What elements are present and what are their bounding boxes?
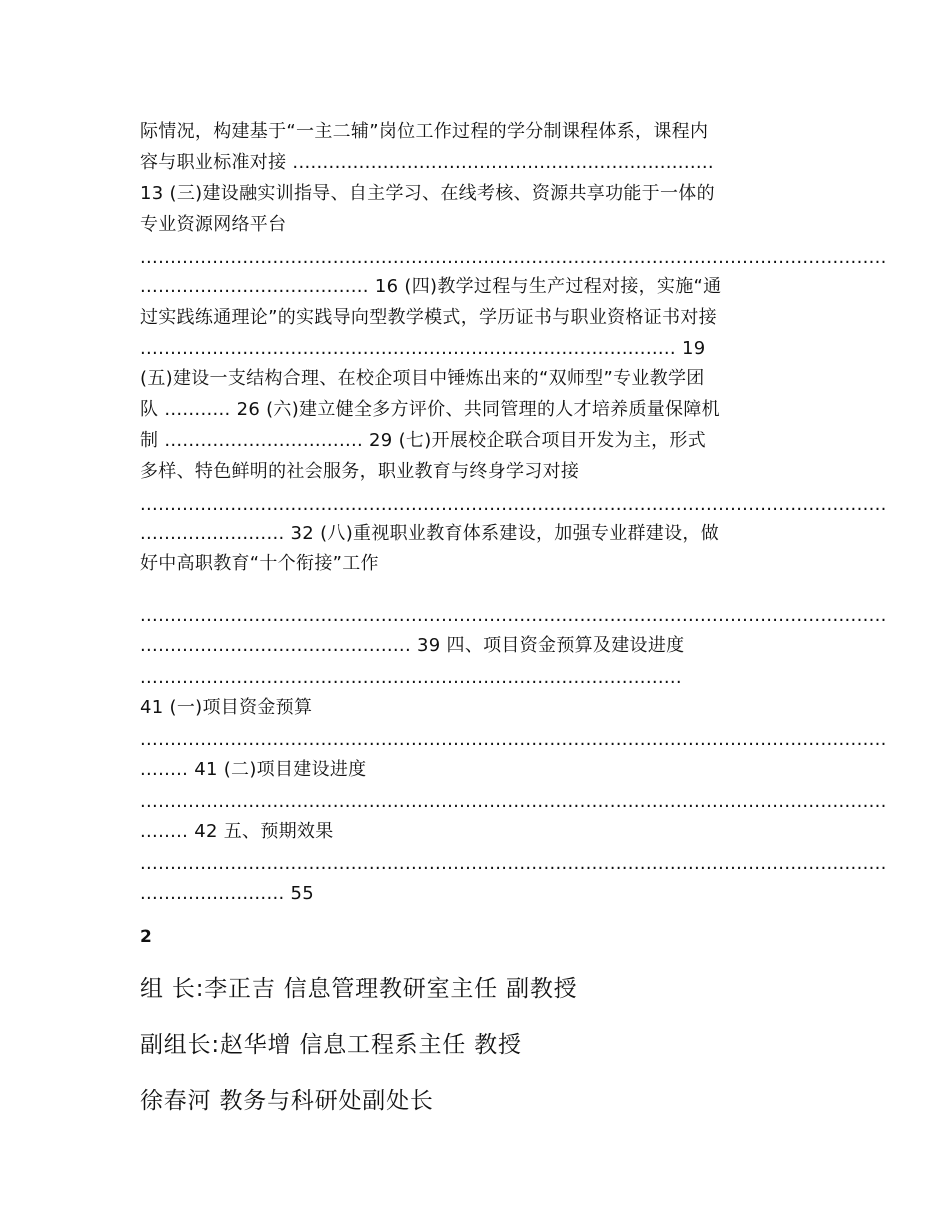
toc-leader-line: ............................................................................................................................ [140,791,887,812]
toc-line: 际情况，构建基于“一主二辅”岗位工作过程的学分制课程体系，课程内 [140,121,709,142]
toc-line: ...................................... 16 (四)教学过程与生产过程对接，实施“通 [140,276,722,297]
toc-leader-line: ............................................................................................................................ [140,494,887,515]
toc-line: 多样、特色鲜明的社会服务，职业教育与终身学习对接 [140,461,580,482]
toc-leader-line: .......................................................................................... [140,667,682,688]
toc-line: ........ 41 (二)项目建设进度 [140,759,367,780]
toc-line: ............................................. 39 四、项目资金预算及建设进度 [140,635,685,656]
member-line: 副组长:赵华增 信息工程系主任 教授 [140,1032,522,1058]
toc-line: 过实践练通理论”的实践导向型教学模式，学历证书与职业资格证书对接 [140,307,717,328]
member-line: 组 长:李正吉 信息管理教研室主任 副教授 [140,976,578,1002]
toc-leader-line: ............................................................................................................................ [140,729,887,750]
page-number: 2 [140,927,152,947]
toc-line: 好中高职教育“十个衔接”工作 [140,553,379,574]
toc-line: (五)建设一支结构合理、在校企项目中锤炼出来的“双师型”专业教学团 [140,368,705,389]
toc-line: 专业资源网络平台 [140,214,287,235]
toc-leader-line: ............................................................................................................................ [140,247,887,268]
toc-line: ........ 42 五、预期效果 [140,821,334,842]
toc-leader-line: ............................................................................................................................ [140,853,887,874]
toc-line: ......................................................................................... 19 [140,338,706,359]
toc-line: ........................ 32 (八)重视职业教育体系建设，加强专业群建设，做 [140,523,720,544]
toc-line: 制 ................................. 29 (七)开展校企联合项目开发为主，形式 [140,430,707,451]
toc-leader-line: ............................................................................................................................ [140,605,887,626]
toc-line: 队 ........... 26 (六)建立健全多方评价、共同管理的人才培养质量保障机 [140,399,720,420]
member-line: 徐春河 教务与科研处副处长 [140,1088,434,1114]
toc-line: 41 (一)项目资金预算 [140,697,313,718]
toc-line: 13 (三)建设融实训指导、自主学习、在线考核、资源共享功能于一体的 [140,183,715,204]
toc-line: 容与职业标准对接 ...................................................................... [140,152,714,173]
toc-line: ........................ 55 [140,883,315,904]
